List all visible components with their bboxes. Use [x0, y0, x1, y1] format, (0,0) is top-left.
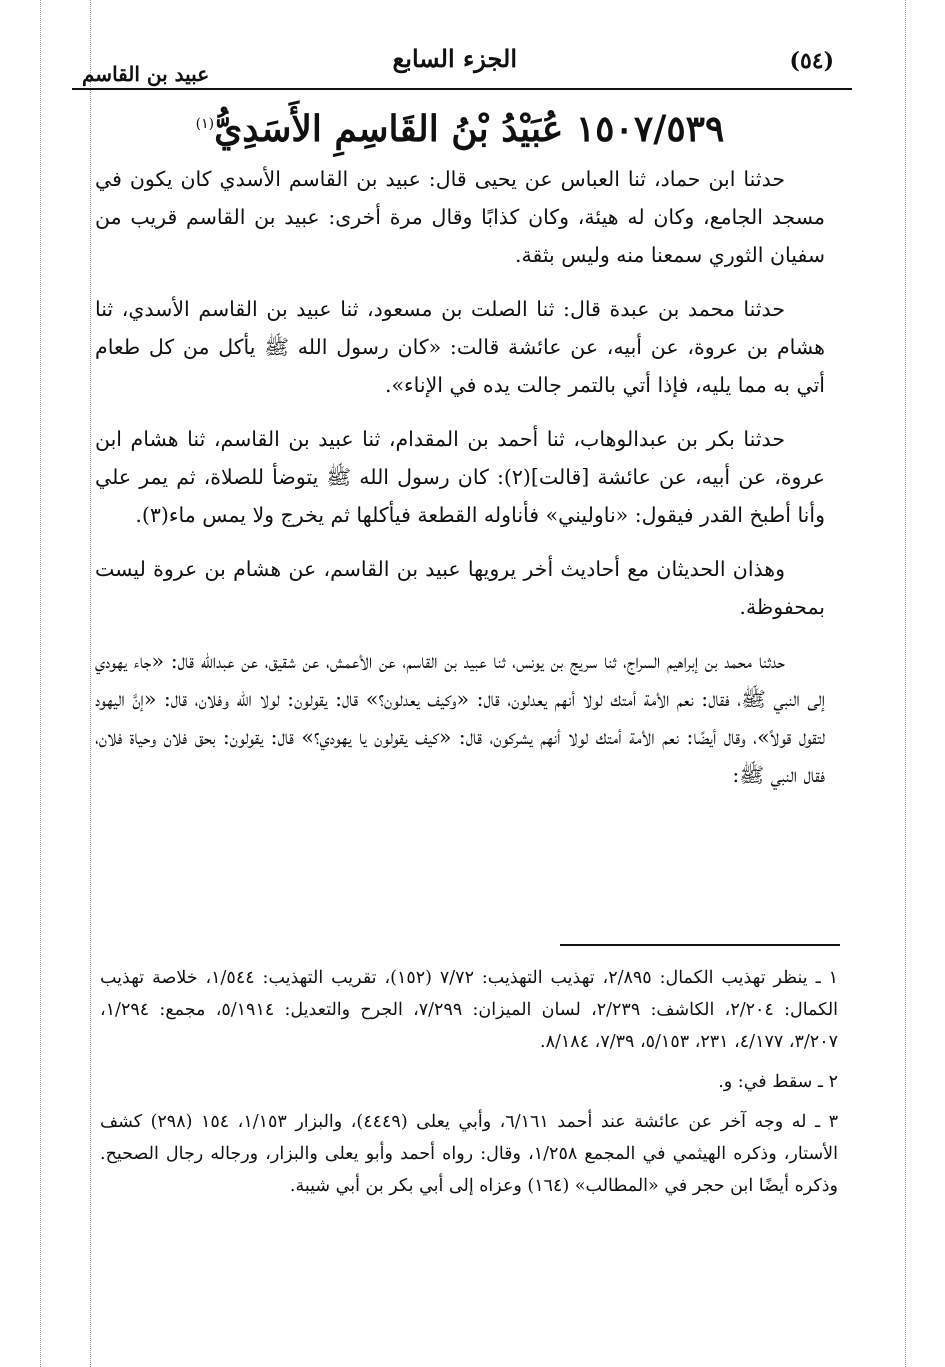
scan-dot-line: [90, 0, 91, 1367]
part-label: الجزء السابع: [392, 44, 517, 73]
running-title: عبيد بن القاسم: [82, 62, 210, 86]
page-number: (٥٤): [789, 48, 834, 74]
footnote-rule: [560, 944, 840, 946]
paragraph: وهذان الحديثان مع أحاديث أخر يرويها عبيد بن القاسم، عن هشام بن عروة ليست بمحفوظة.: [95, 557, 825, 619]
entry-title-block: [100, 108, 820, 150]
footnote: ٢ ـ سقط في: و.: [718, 1072, 838, 1092]
scan-dot-line: [40, 0, 41, 1367]
main-text: [95, 160, 825, 810]
header-rule: [72, 88, 852, 90]
footnote: ١ ـ ينظر تهذيب الكمال: ٢/٨٩٥، تهذيب التهذيب: ٧/٧٢ (١٥٢)، تقريب التهذيب: ١/٥٤٤، خلاصة تهذيب الكمال: ٢/٢٠٤، الكاشف: ٢/٢٣٩، لسان الميزان: ٧/٢٩٩، الجرح والتعديل: ٥/١٩١٤، مجمع: ١/٢٩٤، ٣/٢٠٧، ٤/١٧٧، ٢٣١، ٥/١٥٣، ٧/٣٩، ٨/١٨٤.: [100, 968, 839, 1052]
paragraph: حدثنا بكر بن عبدالوهاب، ثنا أحمد بن المقدام، ثنا عبيد بن القاسم، ثنا هشام ابن عروة، عن أبيه، عن عائشة [قالت](٢): كان رسول الله ﷺ يتوضأ للصلاة، ثم يمر علي وأنا أطبخ القدر فيقول: «ناوليني» فأناوله القطعة فيأكلها ثم يخرج ولا يمس ماء(٣).: [95, 427, 825, 527]
footnotes: [100, 962, 838, 1210]
paragraph: حدثنا محمد بن عبدة قال: ثنا الصلت بن مسعود، ثنا عبيد بن القاسم الأسدي، ثنا هشام بن عروة، عن أبيه، عن عائشة قالت: «كان رسول الله ﷺ يأكل من كل طعام أتي به مما يليه، فإذا أتي بالتمر جالت يده في الإناء».: [95, 297, 825, 397]
paragraph: حدثنا محمد بن إبراهيم السراج، ثنا سريج بن يونس، ثنا عبيد بن القاسم، عن الأعمش، عن شقيق، عن عبدالله قال: «جاء يهودي إلى النبي ﷺ، فقال: نعم الأمة أمتك لولا أنهم يعدلون، قال: «وكيف يعدلون؟» قال: يقولون: لولا الله وفلان، قال: «إنَّ اليهود لتقول قولاً»، وقال أيضًا: نعم الأمة أمتك لولا أنهم يشركون، قال: «كيف يقولون يا يهودي؟» قال: يقولون: بحق فلان وحياة فلان، فقال النبي ﷺ:: [95, 649, 825, 787]
scan-dot-line: [905, 0, 906, 1367]
page-header: [72, 40, 852, 86]
paragraph: حدثنا ابن حماد، ثنا العباس عن يحيى قال: عبيد بن القاسم الأسدي كان يكون في مسجد الجامع، وكان له هيئة، وكان كذابًا وقال مرة أخرى: عبيد بن القاسم قريب من سفيان الثوري سمعنا منه وليس بثقة.: [95, 167, 825, 267]
entry-title: ١٥٠٧/٥٣٩ عُبَيْدُ بْنُ القَاسِمِ الأَسَدِيُّ: [214, 108, 725, 150]
footnote: ٣ ـ له وجه آخر عن عائشة عند أحمد ٦/١٦١، وأبي يعلى (٤٤٤٩)، والبزار ١/١٥٣، ١٥٤ (٢٩٨) كشف الأستار، وذكره الهيثمي في المجمع ١/٢٥٨، وقال: رواه أحمد وأبو يعلى والبزار، ورجاله رجال الصحيح. وذكره أيضًا ابن حجر في «المطالب» (١٦٤) وعزاه إلى أبي بكر بن أبي شيبة.: [100, 1112, 838, 1196]
title-footnote-marker: (١): [195, 116, 215, 132]
